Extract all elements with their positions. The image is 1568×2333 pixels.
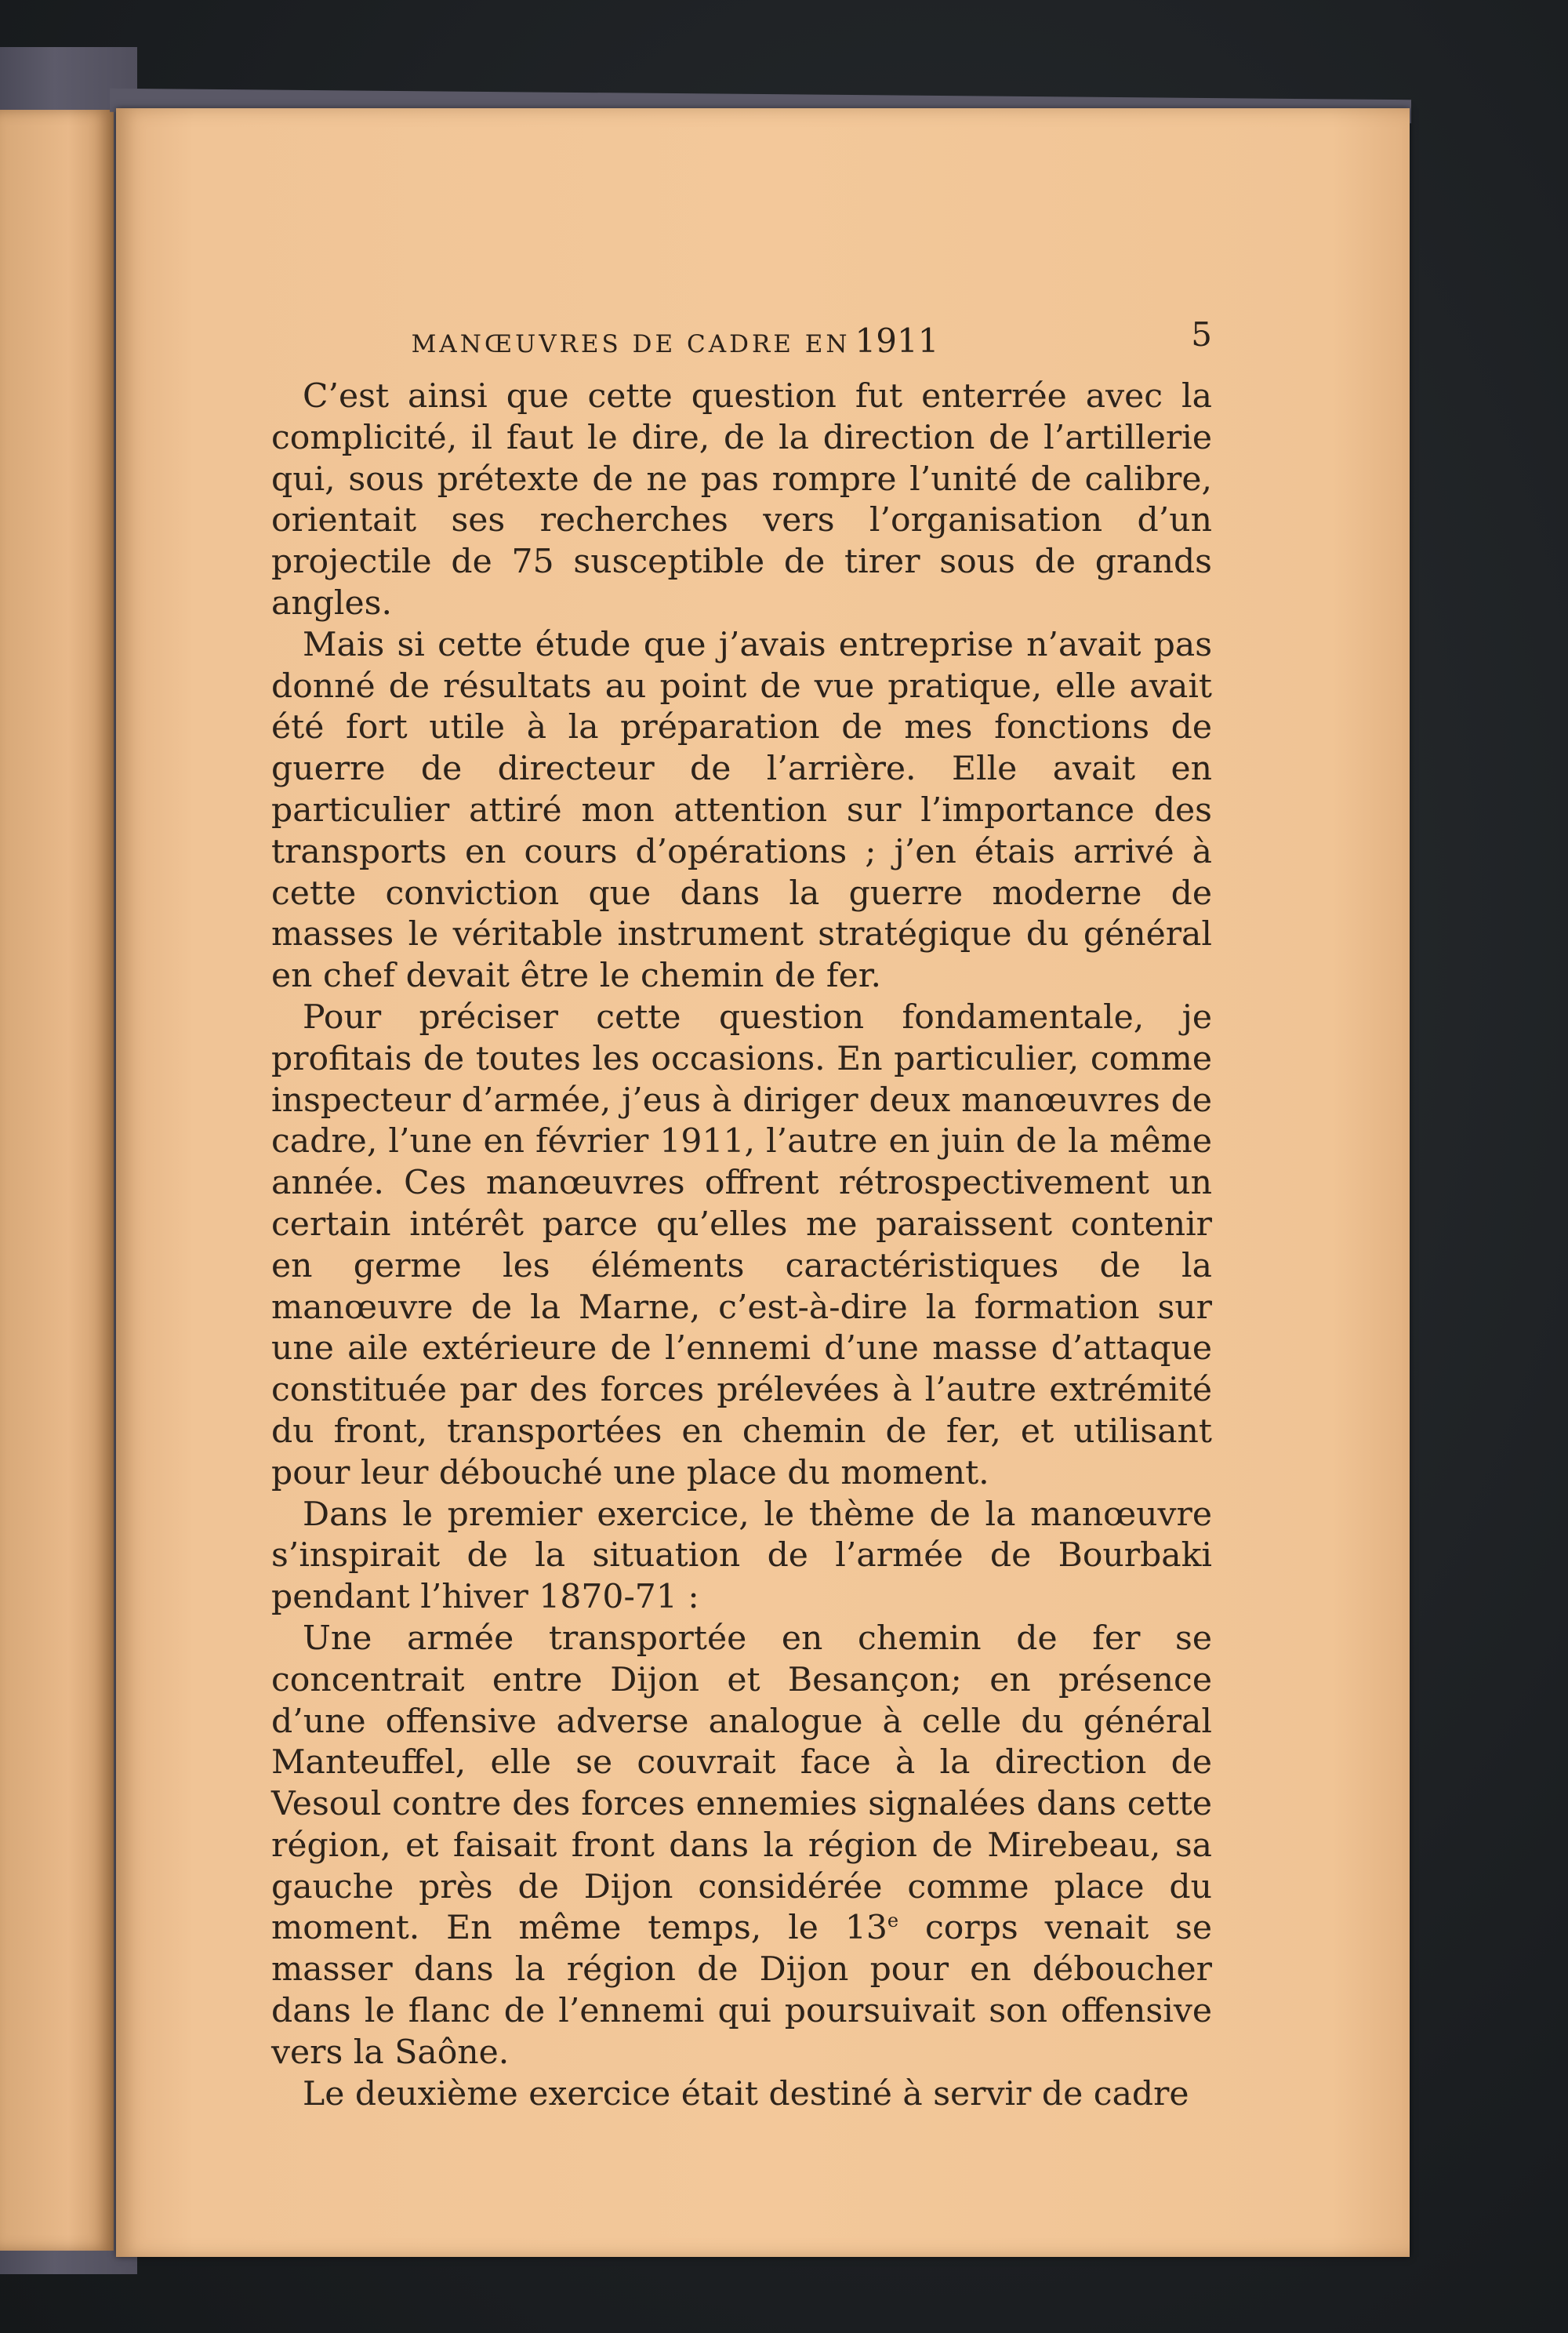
- page-number: 5: [1191, 315, 1212, 354]
- paragraph-4: Dans le premier exercice, le thème de la manœuvre s’inspirait de la situation de l’armée de Bourbaki pendant l’hiver 1870-71 :: [271, 1495, 1212, 1617]
- superscript: e: [887, 1910, 899, 1932]
- body-text: [271, 376, 1212, 2115]
- paragraph-1: C’est ainsi que cette question fut enterrée avec la complicité, il faut le dire, de la direction de l’artillerie qui, sous prétexte de ne pas rompre l’unité de calibre, orientait ses recherches vers l’organisation d’un projectile de 75 susceptible de tirer sous de grands angles.: [271, 377, 1212, 623]
- running-head-title: MANŒUVRES DE CADRE EN 1911: [411, 322, 939, 360]
- paragraph-3: Pour préciser cette question fondamentale, je profitais de toutes les occasions. En particulier, comme inspecteur d’armée, j’eus à diriger deux manœuvres de cadre, l’une en février 1911, l’autre en juin de la même année. Ces manœuvres offrent rétrospectivement un certain intérêt parce qu’elles me paraissent contenir en germe les éléments caractéristiques de la manœuvre de la Marne, c’est-à-dire la formation sur une aile extérieure de l’ennemi d’une masse d’attaque constituée par des forces prélevées à l’autre extrémité du front, transportées en chemin de fer, et utilisant pour leur débouché une place du moment.: [271, 998, 1212, 1492]
- paragraph-2: Mais si cette étude que j’avais entreprise n’avait pas donné de résultats au point de vue pratique, elle avait été fort utile à la préparation de mes fonctions de guerre de directeur de l’arrière. Elle avait en particulier attiré mon attention sur l’importance des transports en cours d’opérations ; j’en étais arrivé à cette conviction que dans la guerre moderne de masses le véritable instrument stratégique du général en chef devait être le chemin de fer.: [271, 625, 1212, 996]
- running-head: [271, 314, 1212, 361]
- running-head-year: 1911: [855, 322, 939, 360]
- paragraph-6: Le deuxième exercice était destiné à servir de cadre: [303, 2074, 1189, 2113]
- book-page: [116, 108, 1410, 2257]
- paragraph-5: Une armée transportée en chemin de fer se concentrait entre Dijon et Besançon; en présence d’une offensive adverse analogue à celle du général Manteuffel, elle se couvrait face à la direction de Vesoul contre des forces ennemies signalées dans cette région, et faisait front dans la région de Mirebeau, sa gauche près de Dijon considérée comme place du moment. En même temps, le 13e corps venait se masser dans la région de Dijon pour en déboucher dans le flanc de l’ennemi qui poursuivait son offensive vers la Saône.: [271, 1619, 1212, 2072]
- left-page-edge: [0, 110, 114, 2251]
